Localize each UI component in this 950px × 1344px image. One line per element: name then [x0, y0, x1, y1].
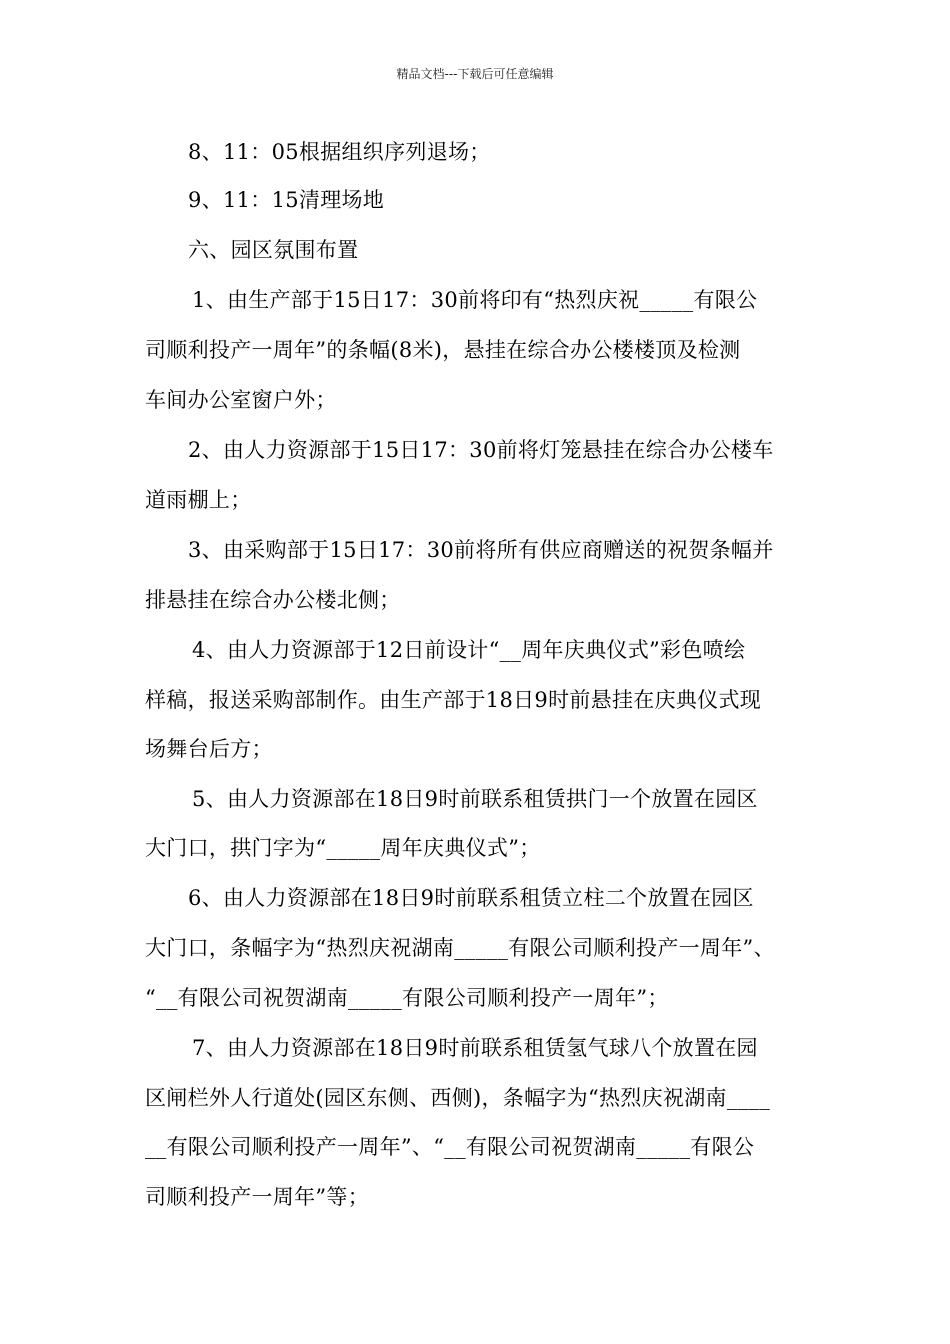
text-line-5: 司顺利投产一周年”的条幅(8米)，悬挂在综合办公楼楼顶及检测 — [145, 338, 741, 362]
text-line-17: 大门口，条幅字为“热烈庆祝湖南_____有限公司顺利投产一周年”、 — [145, 936, 775, 960]
text-line-13: 场舞台后方； — [145, 737, 273, 761]
text-line-1: 8、11：05根据组织序列退场； — [188, 140, 491, 164]
text-line-12: 样稿，报送采购部制作。由生产部于18日9时前悬挂在庆典仪式现 — [145, 688, 762, 712]
text-line-21: __有限公司顺利投产一周年”、“__有限公司祝贺湖南_____有限公 — [145, 1135, 755, 1159]
text-line-14: 5、由人力资源部在18日9时前联系租赁拱门一个放置在园区 — [192, 787, 758, 811]
text-line-22: 司顺利投产一周年”等； — [145, 1185, 370, 1209]
text-line-6: 车间办公室窗户外； — [145, 388, 337, 412]
text-line-16: 6、由人力资源部在18日9时前联系租赁立柱二个放置在园区 — [188, 886, 754, 910]
page-header: 精品文档---下载后可任意编辑 — [396, 67, 554, 81]
text-line-7: 2、由人力资源部于15日17：30前将灯笼悬挂在综合办公楼车 — [188, 438, 774, 462]
text-line-20: 区闸栏外人行道处(园区东侧、西侧)，条幅字为“热烈庆祝湖南____ — [145, 1086, 771, 1110]
text-line-19: 7、由人力资源部在18日9时前联系租赁氢气球八个放置在园 — [192, 1036, 758, 1060]
text-line-11: 4、由人力资源部于12日前设计“__周年庆典仪式”彩色喷绘 — [192, 638, 746, 662]
text-line-15: 大门口，拱门字为“_____周年庆典仪式”； — [145, 836, 541, 860]
text-line-10: 排悬挂在综合办公楼北侧； — [145, 588, 401, 612]
text-line-18: “__有限公司祝贺湖南_____有限公司顺利投产一周年”； — [145, 986, 669, 1010]
text-line-2: 9、11：15清理场地 — [188, 188, 385, 212]
section-heading: 六、园区氛围布置 — [188, 238, 359, 262]
text-line-4: 1、由生产部于15日17：30前将印有“热烈庆祝_____有限公 — [192, 288, 758, 312]
text-line-9: 3、由采购部于15日17：30前将所有供应商赠送的祝贺条幅并 — [188, 538, 774, 562]
text-line-8: 道雨棚上； — [145, 488, 252, 512]
